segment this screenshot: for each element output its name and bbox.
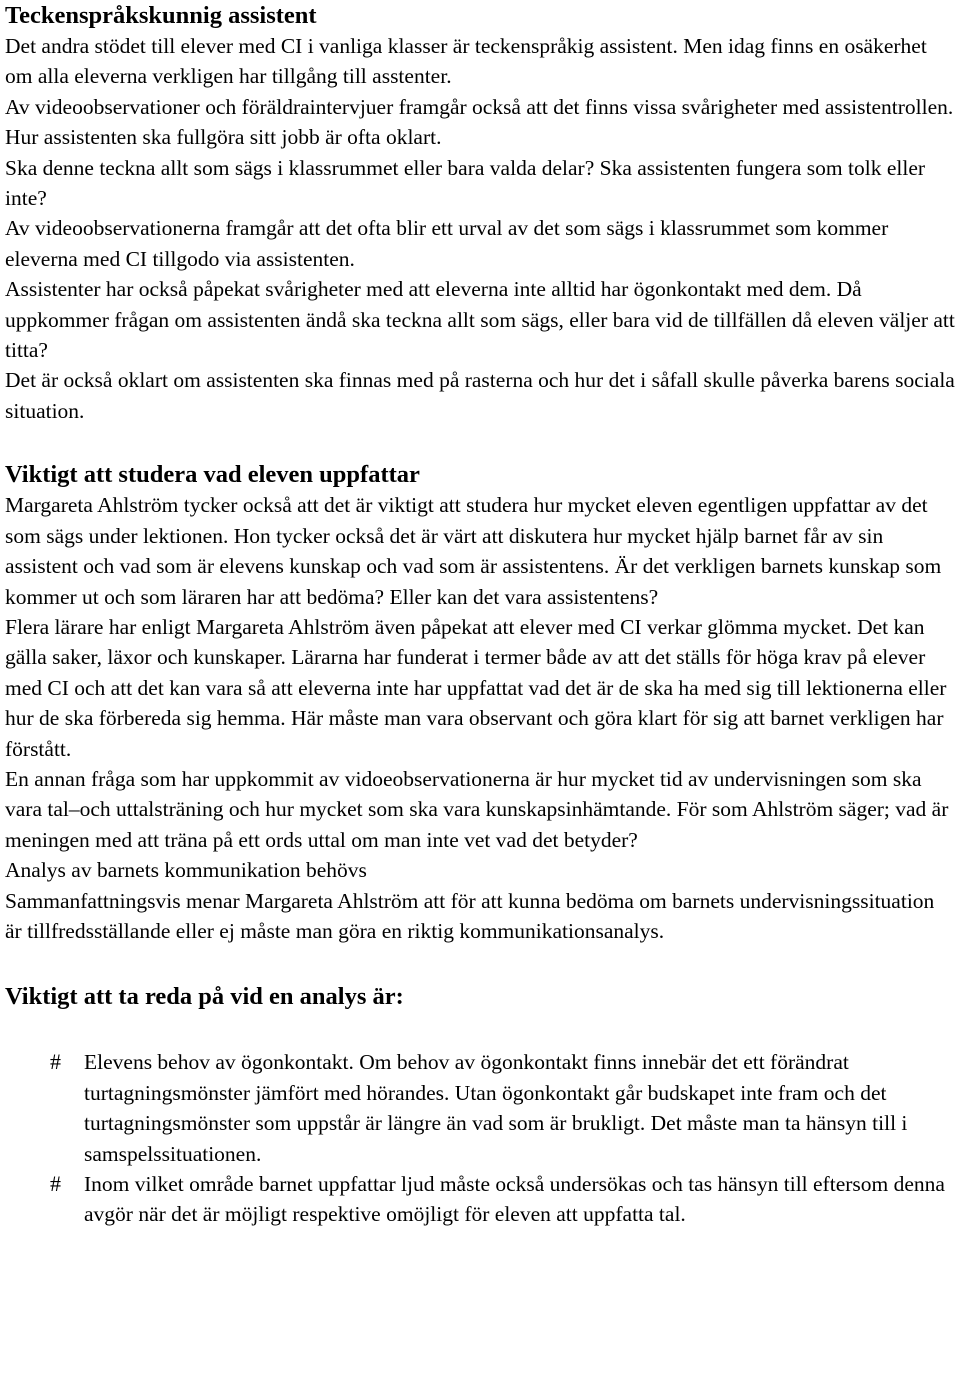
paragraph: Sammanfattningsvis menar Margareta Ahlström att för att kunna bedöma om barnets undervisningssituation är tillfredsställande eller ej måste man göra en riktig kommunikationsanalys. <box>5 888 935 943</box>
paragraph: Av videoobservationer och föräldraintervjuer framgår också att det finns vissa svårigheter med assistentrollen. Hur assistenten ska fullgöra sitt jobb är ofta oklart. <box>5 94 954 150</box>
paragraph: Flera lärare har enligt Margareta Ahlström även påpekat att elever med CI verkar glömma mycket. Det kan gälla saker, läxor och kunskaper. Lärarna har funderat i termer både av att det ställs för höga krav på elever med CI och att det kan vara så att eleverna inte har uppfattat vad det är de ska ha med sig till lektionerna eller hur de ska förbereda sig hemma. Här måste man vara observant och göra klart för sig att barnet verkligen har förstått. <box>5 614 947 761</box>
list-item <box>5 1047 956 1169</box>
paragraph: En annan fråga som har uppkommit av vidoeobservationerna är hur mycket tid av undervisningen som ska vara tal–och uttalsträning och hur mycket som ska vara kunskapsinhämtande. För som Ahlström säger; vad är meningen med att träna på ett ords uttal om man inte vet vad det betyder? <box>5 766 949 852</box>
paragraph: Assistenter har också påpekat svårigheter med att eleverna inte alltid har ögonkontakt med dem. Då uppkommer frågan om assistenten ändå ska teckna allt som sägs, eller bara vid de tillfällen då eleven väljer att titta? <box>5 277 955 363</box>
list-item <box>5 1169 956 1230</box>
section-heading: Viktigt att studera vad eleven uppfattar <box>5 461 420 489</box>
hash-bullet-icon: # <box>50 1171 61 1196</box>
paragraph: Ska denne teckna allt som sägs i klassrummet eller bara valda delar? Ska assistenten fungera som tolk eller inte? <box>5 155 926 211</box>
analysis-list <box>5 1047 956 1229</box>
section-heading: Viktigt att ta reda på vid en analys är: <box>5 983 404 1011</box>
paragraph: Margareta Ahlström tycker också att det är viktigt att studera hur mycket eleven egentligen uppfattar av det som sägs under lektionen. Hon tycker också det är värt att diskutera hur mycket hjälp barnet får av sin assistent och vad som är elevens kunskap och vad som är assistentens. Är det verkligen barnets kunskap som kommer ut och som läraren har att bedöma? Eller kan det vara assistentens? <box>5 493 942 609</box>
paragraph: Det andra stödet till elever med CI i vanliga klasser är teckenspråkig assistent. Men idag finns en osäkerhet om alla eleverna verkligen har tillgång till asstenter. <box>5 34 927 89</box>
section-study-perception <box>5 460 956 946</box>
paragraph: Av videoobservationerna framgår att det ofta blir ett urval av det som sägs i klassrummet som kommer eleverna med CI tillgodo via assistenten. <box>5 216 889 271</box>
document-page <box>0 1 960 1230</box>
list-item-text: Inom vilket område barnet uppfattar ljud måste också undersökas och tas hänsyn till eftersom denna avgör när det är möjligt respektive omöjligt för eleven att uppfatta tal. <box>84 1172 945 1227</box>
paragraph: Det är också oklart om assistenten ska finnas med på rasterna och hur det i såfall skulle påverka barens sociala situation. <box>5 368 955 423</box>
section-analysis-checklist <box>5 982 956 1229</box>
hash-bullet-icon: # <box>50 1049 61 1075</box>
list-item-text: Elevens behov av ögonkontakt. Om behov av ögonkontakt finns innebär det ett förändrat turtagningsmönster jämfört med hörandes. Utan ögonkontakt går budskapet inte fram och det turtagningsmönster som uppstår är längre än vad som är brukligt. Det måste man ta hänsyn till i samspelssituationen. <box>84 1050 908 1166</box>
paragraph: Analys av barnets kommunikation behövs <box>5 858 367 883</box>
section-heading: Teckenspråkskunnig assistent <box>5 2 317 29</box>
section-sign-language-assistant <box>5 1 956 426</box>
